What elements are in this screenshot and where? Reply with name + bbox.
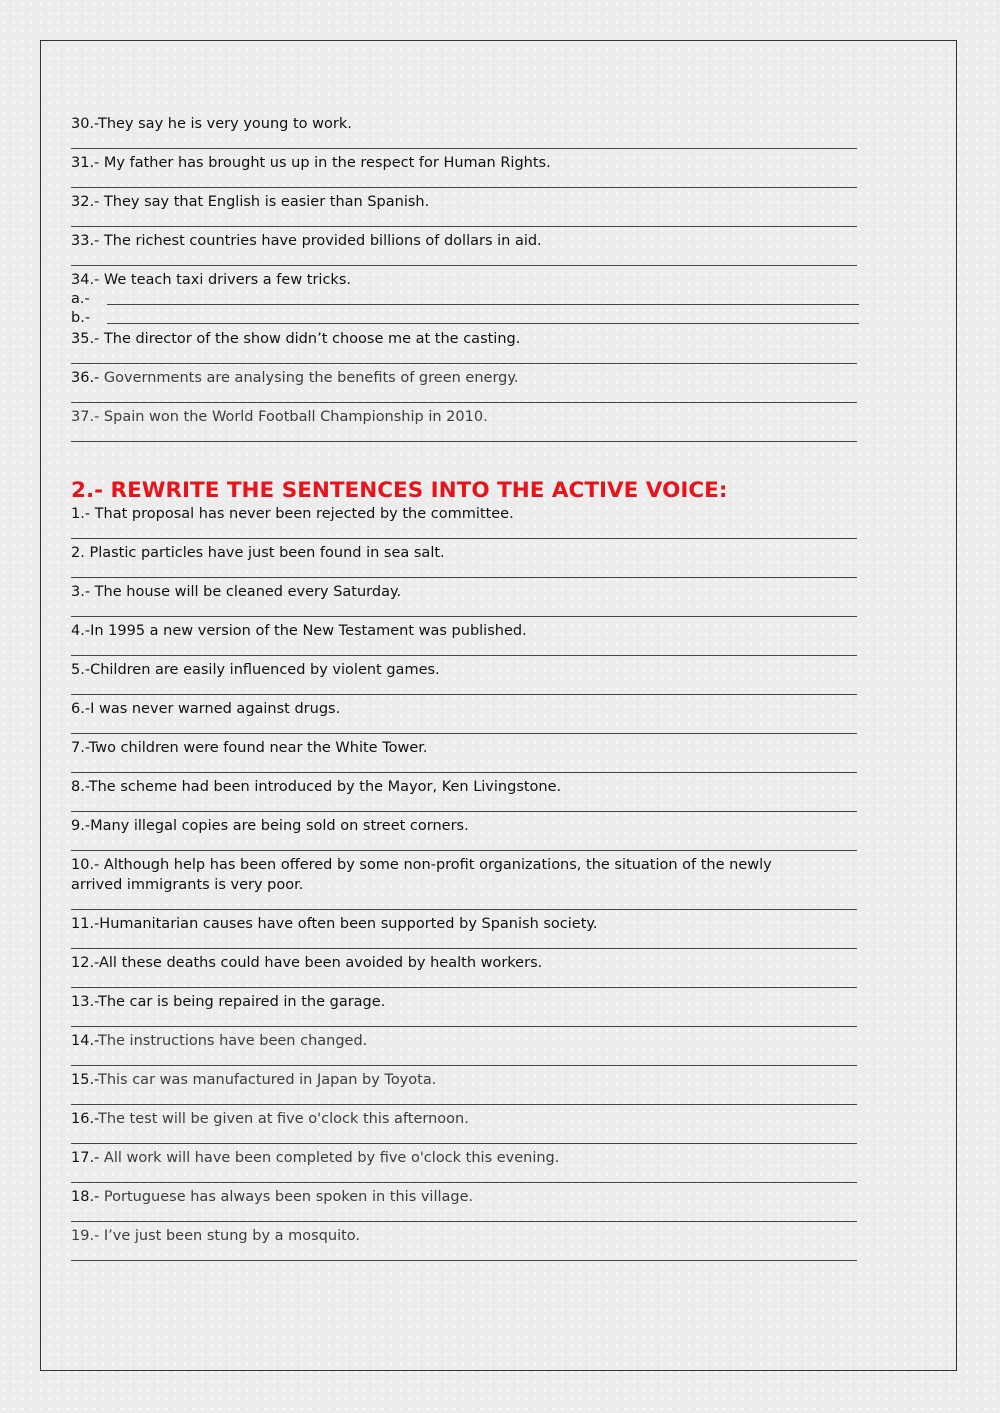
item-sentence: Many illegal copies are being sold on street corners. — [90, 818, 469, 834]
item-sentence: Children are easily influenced by violent games. — [90, 662, 440, 678]
exercise-item-19 — [71, 1226, 857, 1265]
answer-line[interactable] — [71, 441, 857, 442]
exercise-item-9 — [71, 816, 857, 855]
item-sentence: The scheme had been introduced by the Mayor, Ken Livingstone. — [88, 779, 562, 795]
answer-label-b: b.- — [71, 310, 91, 326]
answer-line[interactable] — [71, 655, 857, 656]
item-number: 8.- — [71, 779, 89, 795]
item-number: 12.- — [71, 955, 99, 971]
answer-line[interactable] — [71, 1143, 857, 1144]
exercise-item-34 — [71, 270, 857, 329]
exercise-item-7 — [71, 738, 857, 777]
item-number: 14.- — [71, 1033, 98, 1049]
exercise-item-31 — [71, 153, 857, 192]
item-sentence: Two children were found near the White Tower. — [88, 740, 428, 756]
item-sentence: The house will be cleaned every Saturday. — [90, 584, 402, 600]
item-sentence: This car was manufactured in Japan by Toyota. — [97, 1072, 437, 1088]
item-sentence: The director of the show didn’t choose me at the casting. — [99, 331, 521, 347]
item-sentence: That proposal has never been rejected by the committee. — [90, 506, 514, 522]
exercise-item-3 — [71, 582, 857, 621]
answer-line[interactable] — [71, 850, 857, 851]
item-number: 31.- — [71, 155, 100, 171]
item-number: 18.- — [71, 1189, 100, 1205]
item-number: 35.- — [71, 331, 100, 347]
answer-line[interactable] — [71, 948, 857, 949]
item-sentence: Although help has been offered by some non-profit organizations, the situation of the newly arrived immigrants is very poor. — [71, 857, 772, 893]
item-number: 32.- — [71, 194, 100, 210]
answer-line[interactable] — [71, 1221, 857, 1222]
item-sentence: They say he is very young to work. — [97, 116, 352, 132]
exercise-item-1 — [71, 504, 857, 543]
item-sentence: Plastic particles have just been found in sea salt. — [84, 545, 445, 561]
item-sentence: The richest countries have provided billions of dollars in aid. — [99, 233, 542, 249]
answer-line[interactable] — [71, 1104, 857, 1105]
item-sentence: The test will be given at five o'clock this afternoon. — [97, 1111, 469, 1127]
item-sentence: Portuguese has always been spoken in this village. — [99, 1189, 474, 1205]
answer-line[interactable] — [71, 616, 857, 617]
item-sentence: All work will have been completed by five o'clock this evening. — [99, 1150, 560, 1166]
answer-line[interactable] — [71, 148, 857, 149]
item-sentence: The instructions have been changed. — [97, 1033, 368, 1049]
item-number: 10.- — [71, 857, 100, 873]
item-number: 34.- — [71, 272, 100, 288]
exercise-item-35 — [71, 329, 857, 368]
answer-line-a[interactable] — [107, 304, 859, 305]
answer-line[interactable] — [71, 1182, 857, 1183]
answer-line[interactable] — [71, 187, 857, 188]
item-sentence: Humanitarian causes have often been supported by Spanish society. — [99, 916, 598, 932]
item-sentence: We teach taxi drivers a few tricks. — [99, 272, 351, 288]
answer-line[interactable] — [71, 733, 857, 734]
item-number: 4.- — [71, 623, 91, 639]
exercise-item-10 — [71, 855, 857, 914]
exercise-item-6 — [71, 699, 857, 738]
answer-line[interactable] — [71, 987, 857, 988]
exercise-item-36 — [71, 368, 857, 407]
item-number: 9.- — [71, 818, 91, 834]
exercise-item-37 — [71, 407, 857, 446]
item-number: 17.- — [71, 1150, 100, 1166]
item-sentence: Spain won the World Football Championship in 2010. — [99, 409, 488, 425]
answer-line[interactable] — [71, 226, 857, 227]
exercise-item-13 — [71, 992, 857, 1031]
item-sentence: I was never warned against drugs. — [90, 701, 341, 717]
exercise-item-33 — [71, 231, 857, 270]
worksheet-page — [40, 40, 957, 1371]
item-sentence: My father has brought us up in the respect for Human Rights. — [99, 155, 551, 171]
item-number: 36.- — [71, 370, 100, 386]
worksheet-content — [71, 116, 857, 1265]
exercise-item-14 — [71, 1031, 857, 1070]
answer-line[interactable] — [71, 811, 857, 812]
exercise-item-2 — [71, 543, 857, 582]
answer-line[interactable] — [71, 772, 857, 773]
exercise-item-17 — [71, 1148, 857, 1187]
answer-line-b[interactable] — [107, 323, 859, 324]
item-number: 13.- — [71, 994, 98, 1010]
item-sentence: Governments are analysing the benefits of green energy. — [99, 370, 519, 386]
item-number: 2. — [71, 545, 85, 561]
exercise-item-5 — [71, 660, 857, 699]
item-number: 5.- — [71, 662, 91, 678]
item-number: 30.- — [71, 116, 98, 132]
answer-line[interactable] — [71, 577, 857, 578]
answer-line[interactable] — [71, 694, 857, 695]
answer-line[interactable] — [71, 909, 857, 910]
item-number: 3.- — [71, 584, 91, 600]
item-number: 37.- — [71, 409, 100, 425]
exercise-item-8 — [71, 777, 857, 816]
answer-line[interactable] — [71, 1065, 857, 1066]
item-number: 15.- — [71, 1072, 98, 1088]
item-sentence: All these deaths could have been avoided by health workers. — [98, 955, 543, 971]
exercise-item-32 — [71, 192, 857, 231]
item-sentence: The car is being repaired in the garage. — [97, 994, 386, 1010]
answer-line[interactable] — [71, 1260, 857, 1261]
item-number: 19.- — [71, 1228, 100, 1244]
item-number: 33.- — [71, 233, 100, 249]
answer-label-a: a.- — [71, 291, 90, 307]
answer-line[interactable] — [71, 363, 857, 364]
exercise-item-12 — [71, 953, 857, 992]
item-sentence: I’ve just been stung by a mosquito. — [99, 1228, 361, 1244]
exercise-item-18 — [71, 1187, 857, 1226]
answer-line[interactable] — [71, 1026, 857, 1027]
item-sentence: In 1995 a new version of the New Testament was published. — [90, 623, 527, 639]
answer-line[interactable] — [71, 265, 857, 266]
exercise-item-16 — [71, 1109, 857, 1148]
item-number: 11.- — [71, 916, 100, 932]
item-number: 6.- — [71, 701, 91, 717]
exercise-item-15 — [71, 1070, 857, 1109]
exercise-item-11 — [71, 914, 857, 953]
item-sentence: They say that English is easier than Spanish. — [99, 194, 430, 210]
item-number: 7.- — [71, 740, 89, 756]
answer-line[interactable] — [71, 402, 857, 403]
exercise-item-4 — [71, 621, 857, 660]
answer-line[interactable] — [71, 538, 857, 539]
item-number: 1.- — [71, 506, 91, 522]
item-number: 16.- — [71, 1111, 98, 1127]
section-heading: 2.- REWRITE THE SENTENCES INTO THE ACTIVE VOICE: — [71, 478, 728, 503]
